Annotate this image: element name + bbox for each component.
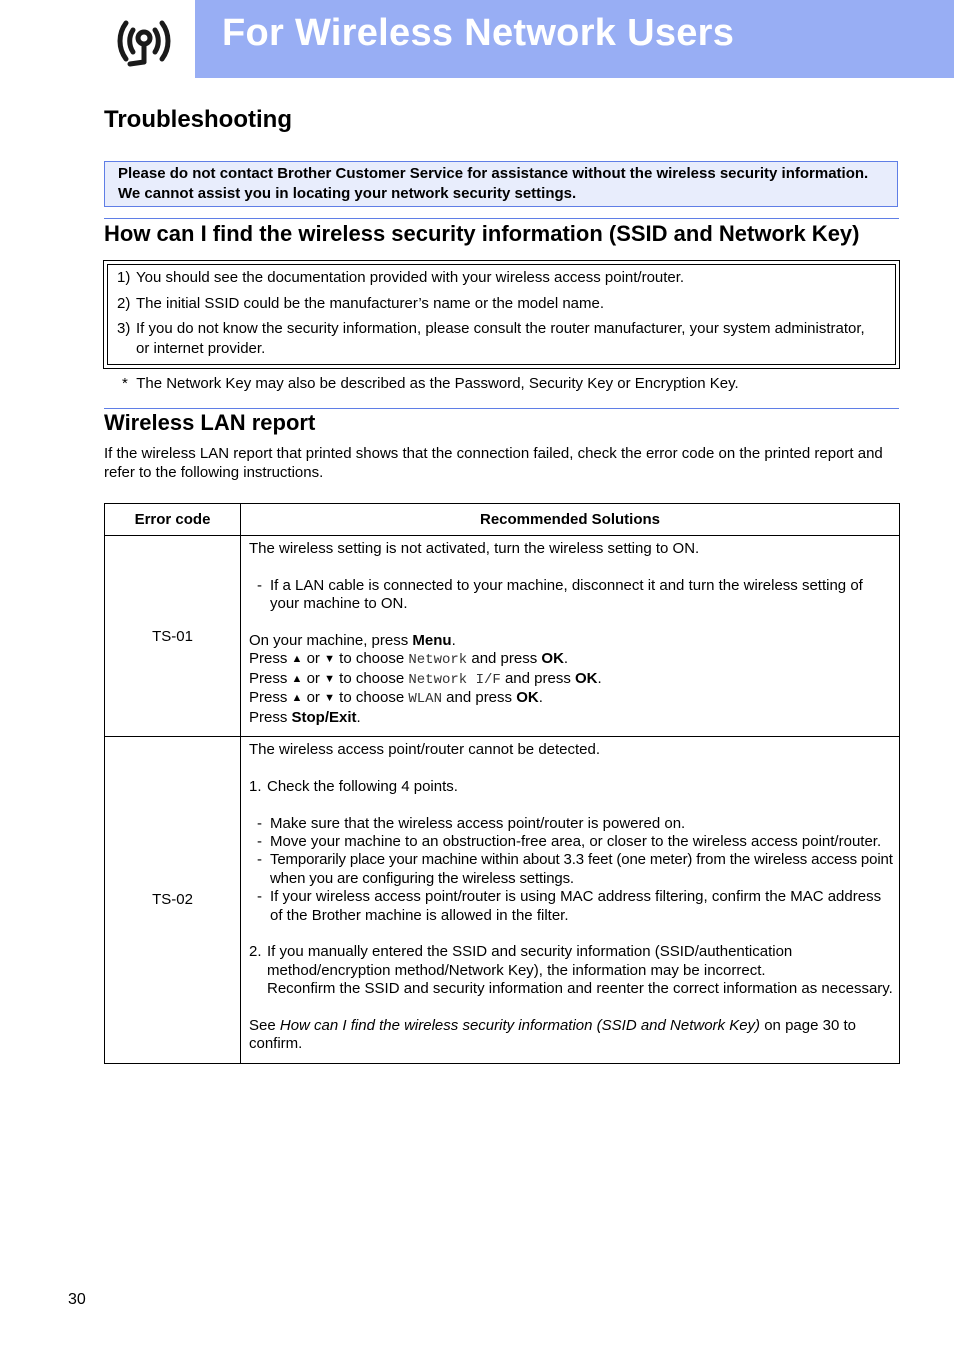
error-code-cell: TS-02 <box>105 737 241 1064</box>
page-number: 30 <box>68 1291 86 1308</box>
ssid-section-heading: How can I find the wireless security information (SSID and Network Key) <box>104 221 860 246</box>
footnote-mark: * <box>122 375 128 392</box>
solution-line: Press ▲ or ▼ to choose Network I/F and press OK. <box>249 669 602 688</box>
solution-bullet: - Make sure that the wireless access point/router is powered on. <box>257 814 686 832</box>
solution-line: The wireless setting is not activated, turn the wireless setting to ON. <box>249 540 700 557</box>
error-code-column-header: Error code <box>105 504 241 536</box>
footnote-text: The Network Key may also be described as the Password, Security Key or Encryption Key. <box>136 375 739 392</box>
solution-line: On your machine, press Menu. <box>249 632 456 649</box>
ssid-item-number: 3) <box>117 320 131 337</box>
up-arrow-icon: ▲ <box>291 692 303 705</box>
solutions-column-header: Recommended Solutions <box>241 504 900 536</box>
menu-option: Network I/F <box>408 671 501 688</box>
stop-exit-key: Stop/Exit <box>291 708 357 726</box>
solution-bullet: - If a LAN cable is connected to your machine, disconnect it and turn the wireless setting of your machine to ON. <box>257 576 863 613</box>
ssid-item <box>117 268 877 288</box>
title-banner <box>195 0 954 78</box>
solution-line: Press Stop/Exit. <box>249 708 361 726</box>
solution-cell <box>241 737 900 1064</box>
network-key-footnote <box>122 374 739 394</box>
support-notice-box: Please do not contact Brother Customer Service for assistance without the wireless security information. We cannot assist you in locating your network security settings. <box>104 161 898 207</box>
error-code-table <box>104 503 900 1064</box>
solution-line: Press ▲ or ▼ to choose WLAN and press OK. <box>249 689 543 708</box>
wlan-report-intro: If the wireless LAN report that printed shows that the connection failed, check the error code on the printed report and refer to the following instructions. <box>104 445 883 481</box>
ssid-item <box>117 319 877 359</box>
error-code-cell: TS-01 <box>105 536 241 737</box>
page-header <box>0 0 954 78</box>
down-arrow-icon: ▼ <box>324 672 335 685</box>
solution-cell <box>241 536 900 737</box>
cross-reference: How can I find the wireless security information (SSID and Network Key) <box>279 1017 761 1035</box>
table-header-row <box>105 504 900 536</box>
table-row <box>105 536 900 737</box>
ssid-item-number: 1) <box>117 269 131 286</box>
down-arrow-icon: ▼ <box>324 653 335 666</box>
ssid-info-box-inner <box>107 264 896 365</box>
solution-bullet: - Temporarily place your machine within about 3.3 feet (one meter) from the wireless access point when you are configuring the wireless settings. <box>257 851 893 887</box>
down-arrow-icon: ▼ <box>324 692 335 705</box>
ssid-item-text: The initial SSID could be the manufacturer’s name or the model name. <box>136 295 605 312</box>
ssid-item <box>117 294 877 314</box>
table-row <box>105 737 900 1064</box>
ssid-item-number: 2) <box>117 295 131 312</box>
ssid-info-box <box>103 260 900 369</box>
section-divider <box>104 218 899 219</box>
wireless-antenna-icon <box>100 12 188 68</box>
see-reference-line: See How can I find the wireless security information (SSID and Network Key) on page 30 to confirm. <box>249 1017 856 1053</box>
up-arrow-icon: ▲ <box>291 672 303 685</box>
section-divider <box>104 408 899 409</box>
up-arrow-icon: ▲ <box>291 653 303 666</box>
solution-line: The wireless access point/router cannot be detected. <box>249 741 601 759</box>
troubleshooting-heading: Troubleshooting <box>104 106 292 133</box>
menu-option: Network <box>408 652 468 669</box>
menu-option: WLAN <box>408 691 442 708</box>
solution-step: 2. If you manually entered the SSID and security information (SSID/authentication method/encryption method/Network Key), the information may be incorrect. Reconfirm the SSID and security information and reenter the correct information as necessary. <box>249 943 893 998</box>
solution-step: 1. Check the following 4 points. <box>249 777 458 795</box>
ssid-item-text: If you do not know the security information, please consult the router manufacturer, your system administrator, or internet provider. <box>136 320 865 357</box>
solution-bullet: - If your wireless access point/router is using MAC address filtering, confirm the MAC address of the Brother machine is allowed in the filter. <box>257 888 882 924</box>
ssid-item-text: You should see the documentation provided with your wireless access point/router. <box>136 269 685 286</box>
solution-bullet: - Move your machine to an obstruction-free area, or closer to the wireless access point/router. <box>257 833 882 851</box>
wlan-report-heading: Wireless LAN report <box>104 410 316 435</box>
page-title: For Wireless Network Users <box>222 12 735 54</box>
menu-key: Menu <box>412 632 452 649</box>
solution-line: Press ▲ or ▼ to choose Network and press OK. <box>249 650 569 669</box>
